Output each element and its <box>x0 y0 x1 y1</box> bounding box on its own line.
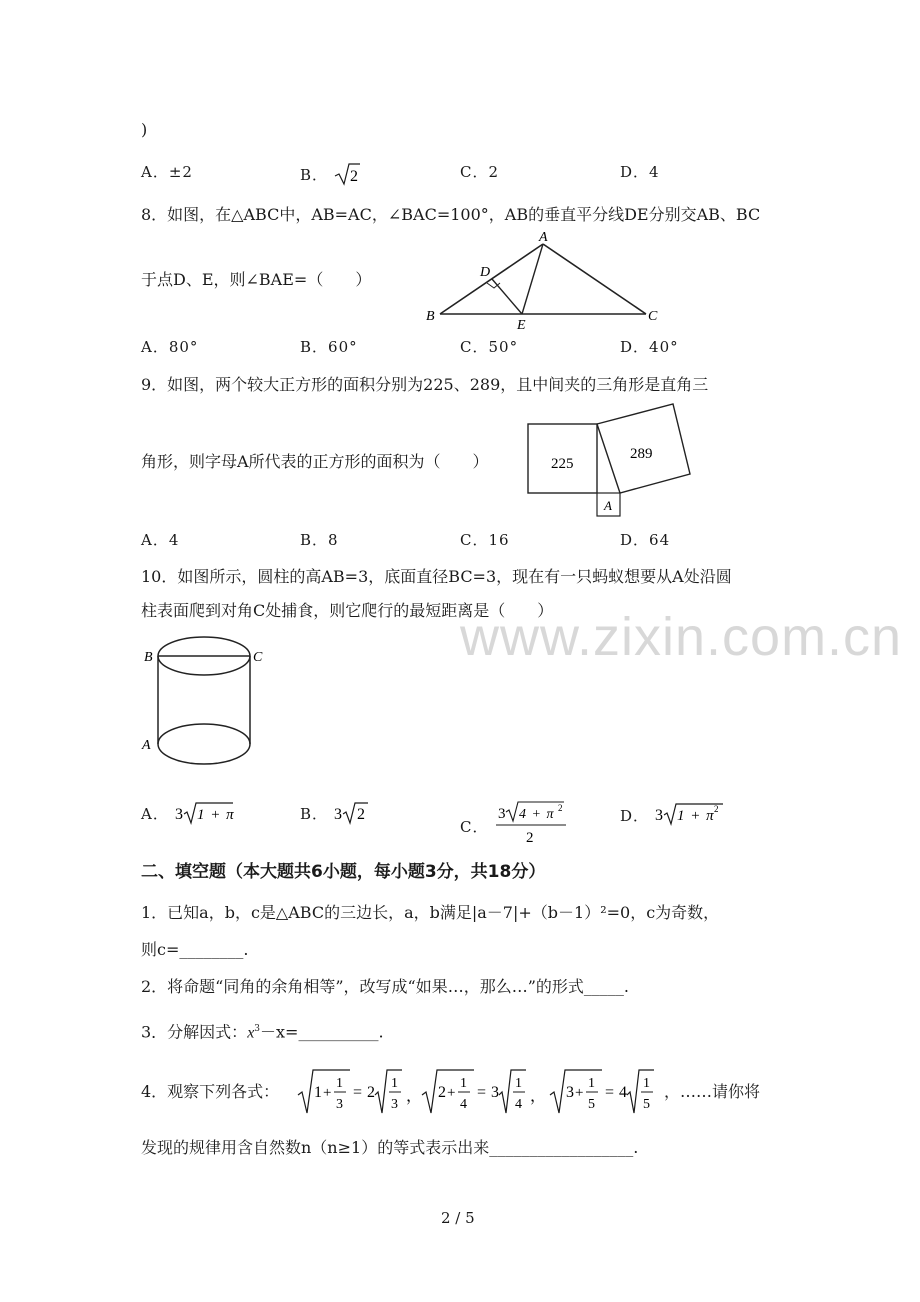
svg-text:3: 3 <box>391 1097 398 1112</box>
q9-label-a: A <box>604 498 612 513</box>
q10-option-c: C． 3 4 + π 2 2 <box>460 800 570 846</box>
svg-text:4: 4 <box>619 1084 627 1101</box>
svg-text:1: 1 <box>515 1076 522 1091</box>
svg-text:=: = <box>353 1084 363 1101</box>
svg-text:=: = <box>605 1084 615 1101</box>
svg-text:2: 2 <box>438 1084 446 1101</box>
fill-3: 3．分解因式：$x^3-x=\_\_\_\_\_\_\_\_\_\_$. <box>141 1022 384 1042</box>
svg-text:3: 3 <box>498 806 507 822</box>
q8-triangle-figure <box>424 228 664 332</box>
q9-label-289: 289 <box>630 446 653 462</box>
q8-label-a: A <box>539 230 548 245</box>
fill-4-expr-3 <box>550 1070 654 1113</box>
fill-1-line2: 则c=________. <box>141 940 249 959</box>
sqrt-symbol-icon <box>334 162 360 186</box>
q10-label-b: B <box>144 650 153 665</box>
svg-text:3: 3 <box>174 806 184 823</box>
q7-option-d: D．4 <box>620 163 660 181</box>
svg-text:3: 3 <box>654 807 664 824</box>
svg-text:4 + π: 4 + π <box>519 807 555 822</box>
svg-text:1 + π: 1 + π <box>676 808 715 824</box>
fill-4-line2: 发现的规律用含自然数n（n≥1）的等式表示出来__________________. <box>141 1138 639 1157</box>
q10-option-b: B． 3 2 <box>300 800 370 826</box>
svg-text:，: ， <box>530 1088 547 1105</box>
q10-d-expression <box>655 800 725 828</box>
q9-line1: 9．如图，两个较大正方形的面积分别为225、289，且中间夹的三角形是直角三 <box>141 375 709 394</box>
q8-label-e: E <box>517 318 526 332</box>
page-number: 2 / 5 <box>441 1209 475 1227</box>
q8-label-d: D <box>480 265 491 280</box>
svg-text:+: + <box>323 1085 332 1101</box>
q8-option-a: A．80° <box>141 338 199 356</box>
q8-line1: 8．如图，在△ABC中，AB=AC，∠BAC=100°，AB的垂直平分线DE分别交AB、BC <box>141 205 761 224</box>
q8-option-c: C．50° <box>460 338 519 356</box>
q7-option-c: C．2 <box>460 163 500 181</box>
svg-text:，: ， <box>406 1088 423 1105</box>
svg-text:=: = <box>477 1084 487 1101</box>
svg-text:1: 1 <box>336 1076 343 1091</box>
q8-option-d: D．40° <box>620 338 679 356</box>
q9-label-225: 225 <box>551 456 574 472</box>
q9-option-c: C．16 <box>460 531 510 549</box>
q7-option-a: A．±2 <box>141 163 193 181</box>
q10-c-expression <box>494 800 570 846</box>
svg-text:2: 2 <box>713 804 720 814</box>
svg-text:2: 2 <box>558 803 564 813</box>
q8-line2: 于点D、E，则∠BAE=（ ） <box>141 270 372 289</box>
svg-text:5: 5 <box>643 1097 650 1112</box>
q9-line2: 角形，则字母A所代表的正方形的面积为（ ） <box>141 452 489 471</box>
q10-label-c: C <box>253 650 263 665</box>
svg-text:+: + <box>575 1085 584 1101</box>
svg-text:1: 1 <box>314 1084 322 1101</box>
svg-text:1: 1 <box>391 1076 398 1091</box>
fill-4-prefix: 4．观察下列各式： <box>141 1082 280 1101</box>
fill-4-expr-1 <box>298 1070 422 1113</box>
q10-line2: 柱表面爬到对角C处捕食，则它爬行的最短距离是（ ） <box>141 601 554 620</box>
q9-option-b: B．8 <box>300 531 339 549</box>
svg-text:3: 3 <box>333 806 343 823</box>
q10-label-a: A <box>142 738 151 753</box>
svg-text:4: 4 <box>460 1097 467 1112</box>
watermark: www.zixin.com.cn <box>460 607 903 667</box>
q10-b-expression <box>334 800 370 826</box>
svg-text:1: 1 <box>460 1076 467 1091</box>
q8-label-c: C <box>648 309 658 324</box>
q10-option-d: D． 3 1 + π 2 <box>620 800 725 828</box>
q9-squares-figure <box>520 396 696 522</box>
q9-option-d: D．64 <box>620 531 671 549</box>
continuation-paren: ) <box>141 120 148 139</box>
svg-text:5: 5 <box>588 1097 595 1112</box>
svg-text:3: 3 <box>491 1084 499 1101</box>
svg-text:4: 4 <box>515 1097 522 1112</box>
q7-option-b: B． 2 <box>300 162 360 186</box>
svg-text:1 + π: 1 + π <box>196 807 235 823</box>
q9-option-a: A．4 <box>141 531 180 549</box>
section-2-title: 二、填空题（本大题共6小题，每小题3分，共18分） <box>141 862 546 882</box>
svg-text:1: 1 <box>643 1076 650 1091</box>
svg-text:3: 3 <box>336 1097 343 1112</box>
q10-line1: 10．如图所示，圆柱的高AB=3，底面直径BC=3，现在有一只蚂蚁想要从A处沿圆 <box>141 567 732 586</box>
svg-text:1: 1 <box>588 1076 595 1091</box>
q8-option-b: B．60° <box>300 338 358 356</box>
q8-label-b: B <box>426 309 435 324</box>
fill-4-expressions <box>296 1067 664 1121</box>
fill-1-line1: 1．已知a，b，c是△ABC的三边长，a，b满足|a－7|+（b－1）²=0，c为奇数， <box>141 903 720 922</box>
q7-b-radicand: 2 <box>349 168 359 185</box>
svg-text:2: 2 <box>356 806 366 823</box>
svg-text:2: 2 <box>367 1084 375 1101</box>
q10-option-a: A． 3 1 + π <box>141 800 235 826</box>
svg-text:3: 3 <box>566 1084 574 1101</box>
fill-2: 2．将命题“同角的余角相等”，改写成“如果…，那么…”的形式_____. <box>141 977 629 996</box>
svg-text:+: + <box>447 1085 456 1101</box>
q10-cylinder-figure <box>138 636 270 770</box>
fill-4-suffix: ，……请你将 <box>664 1082 761 1101</box>
q10-a-expression <box>175 800 235 826</box>
fill-4-expr-2 <box>422 1070 546 1113</box>
svg-text:2: 2 <box>526 830 535 846</box>
